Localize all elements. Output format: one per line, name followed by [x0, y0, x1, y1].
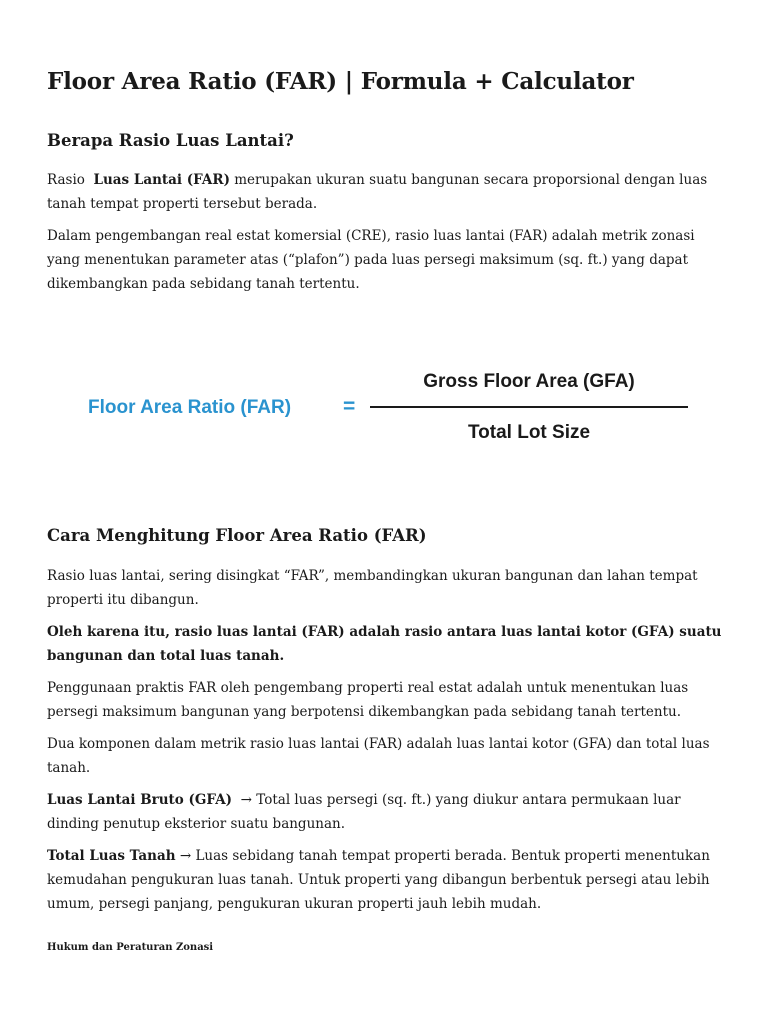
far-formula [0, 360, 768, 460]
paragraph-cre: Dalam pengembangan real estat komersial (CRE), rasio luas lantai (FAR) adalah metrik zonasi yang menentukan parameter atas (“plafon”) pada luas persegi maksimum (sq. ft.) yang dapat dikembangkan pada sebidang tanah tertentu. [47, 228, 695, 292]
next-section-heading: Hukum dan Peraturan Zonasi [47, 942, 214, 953]
term-far: Luas Lantai (FAR) [93, 172, 230, 188]
paragraph-components: Dua komponen dalam metrik rasio luas lantai (FAR) adalah luas lantai kotor (GFA) dan total luas tanah. [47, 736, 710, 776]
paragraph-lot-size-text: → Luas sebidang tanah tempat properti berada. Bentuk properti menentukan kemudahan pengukuran luas tanah. Untuk properti yang dibangun berbentuk persegi atau lebih umum, persegi panjang, pengukuran ukuran properti jauh lebih mudah. [47, 848, 710, 912]
paragraph-definition [47, 168, 727, 216]
formula-numerator: Gross Floor Area (GFA) [423, 371, 635, 392]
paragraph-practical-use: Penggunaan praktis FAR oleh pengembang properti real estat adalah untuk menentukan luas persegi maksimum bangunan yang berpotensi dikembangkan pada sebidang tanah tertentu. [47, 680, 689, 720]
page-title: Floor Area Ratio (FAR) | Formula + Calculator [47, 68, 634, 95]
paragraph-gfa [47, 788, 727, 836]
term-gfa: Luas Lantai Bruto (GFA) [47, 792, 233, 808]
formula-denominator: Total Lot Size [467, 422, 591, 443]
formula-equals-sign: = [343, 395, 356, 418]
paragraph-definition-post: merupakan ukuran suatu bangunan secara proporsional dengan luas tanah tempat properti tersebut berada. [47, 172, 708, 212]
paragraph-far-intro: Rasio luas lantai, sering disingkat “FAR”, membandingkan ukuran bangunan dan lahan tempat properti itu dibangun. [47, 568, 698, 608]
section-heading-cara: Cara Menghitung Floor Area Ratio (FAR) [47, 526, 427, 545]
formula-fraction-bar [370, 406, 688, 408]
paragraph-far-ratio-text: Oleh karena itu, rasio luas lantai (FAR) adalah rasio antara luas lantai kotor (GFA) suatu bangunan dan total luas tanah. [47, 624, 722, 664]
paragraph-far-ratio-bold [47, 620, 727, 668]
term-total-luas-tanah: Total Luas Tanah [47, 848, 176, 864]
formula-left-term: Floor Area Ratio (FAR) [88, 397, 292, 418]
paragraph-gfa-text: → Total luas persegi (sq. ft.) yang diukur antara permukaan luar dinding penutup eksterior suatu bangunan. [47, 792, 685, 832]
paragraph-definition-pre: Rasio [47, 172, 94, 188]
paragraph-lot-size [47, 844, 727, 916]
section-heading-berapa: Berapa Rasio Luas Lantai? [47, 131, 294, 150]
